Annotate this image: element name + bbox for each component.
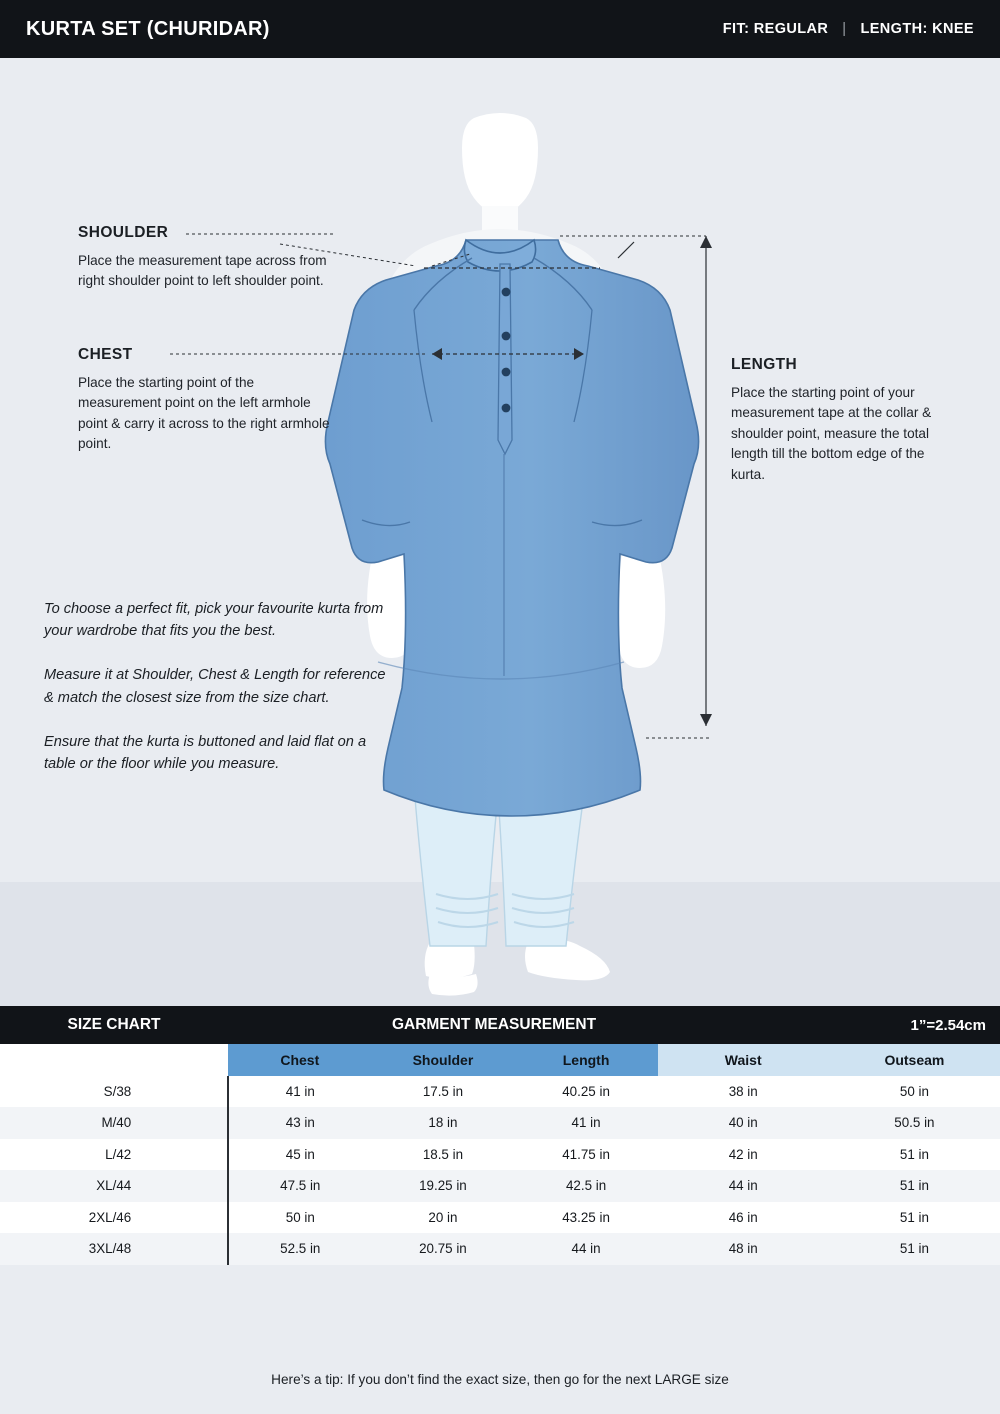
callout-length (731, 356, 961, 485)
table-row (0, 1107, 1000, 1139)
unit-conversion-note: 1”=2.54cm (910, 1016, 986, 1034)
table-row (0, 1170, 1000, 1202)
cell-shoulder: 17.5 in (371, 1076, 514, 1108)
size-chart-table (0, 1044, 1000, 1265)
page-title: KURTA SET (CHURIDAR) (26, 17, 270, 40)
note-item: Measure it at Shoulder, Chest & Length for reference & match the closest size from the size chart. (44, 667, 386, 706)
cell-length: 41.75 in (515, 1139, 658, 1171)
cell-length: 43.25 in (515, 1202, 658, 1234)
cell-outseam: 51 in (829, 1233, 1000, 1265)
size-chart (0, 1006, 1000, 1265)
cell-chest: 50 in (228, 1202, 371, 1234)
callout-length-text: Place the starting point of your measurement tape at the collar & shoulder point, measure the total length till the bottom edge of the kurta. (731, 385, 932, 482)
cell-outseam: 51 in (829, 1170, 1000, 1202)
cell-size: L/42 (0, 1139, 228, 1171)
cell-shoulder: 20.75 in (371, 1233, 514, 1265)
cell-shoulder: 19.25 in (371, 1170, 514, 1202)
header-separator: | (842, 21, 847, 37)
cell-chest: 43 in (228, 1107, 371, 1139)
cell-size: 3XL/48 (0, 1233, 228, 1265)
cell-length: 44 in (515, 1233, 658, 1265)
column-header-shoulder: Shoulder (371, 1044, 514, 1076)
callout-shoulder-text: Place the measurement tape across from right shoulder point to left shoulder point. (78, 253, 327, 289)
callout-shoulder-title: SHOULDER (78, 224, 169, 241)
cell-outseam: 51 in (829, 1139, 1000, 1171)
callout-chest-title: CHEST (78, 346, 133, 363)
table-header-row (0, 1044, 1000, 1076)
measuring-notes (44, 598, 394, 797)
cell-size: M/40 (0, 1107, 228, 1139)
cell-size: XL/44 (0, 1170, 228, 1202)
column-header-size (0, 1044, 228, 1076)
kurta-figure-illustration (0, 58, 1000, 1006)
cell-shoulder: 18 in (371, 1107, 514, 1139)
cell-size: S/38 (0, 1076, 228, 1108)
cell-length: 41 in (515, 1107, 658, 1139)
cell-outseam: 51 in (829, 1202, 1000, 1234)
callout-shoulder (78, 224, 334, 292)
callout-chest (78, 346, 334, 455)
fit-label: FIT: REGULAR (722, 21, 829, 37)
column-header-length: Length (515, 1044, 658, 1076)
cell-shoulder: 18.5 in (371, 1139, 514, 1171)
column-header-outseam: Outseam (829, 1044, 1000, 1076)
cell-waist: 48 in (658, 1233, 829, 1265)
cell-length: 40.25 in (515, 1076, 658, 1108)
cell-chest: 47.5 in (228, 1170, 371, 1202)
note-item: To choose a perfect fit, pick your favourite kurta from your wardrobe that fits you the best. (44, 601, 384, 640)
cell-waist: 46 in (658, 1202, 829, 1234)
callout-chest-text: Place the starting point of the measurement point on the left armhole point & carry it across to the right armhole point. (78, 375, 330, 452)
column-header-waist: Waist (658, 1044, 829, 1076)
table-row (0, 1202, 1000, 1234)
note-item: Ensure that the kurta is buttoned and laid flat on a table or the floor while you measure. (44, 733, 367, 772)
column-header-chest: Chest (228, 1044, 371, 1076)
table-row (0, 1076, 1000, 1108)
cell-chest: 41 in (228, 1076, 371, 1108)
cell-waist: 40 in (658, 1107, 829, 1139)
table-row (0, 1233, 1000, 1265)
cell-chest: 45 in (228, 1139, 371, 1171)
header-meta (723, 21, 974, 37)
cell-chest: 52.5 in (228, 1233, 371, 1265)
garment-measurement-title: GARMENT MEASUREMENT (391, 1016, 597, 1033)
cell-shoulder: 20 in (371, 1202, 514, 1234)
header-bar (0, 0, 1000, 58)
cell-outseam: 50.5 in (829, 1107, 1000, 1139)
size-chart-title: SIZE CHART (67, 1016, 161, 1033)
callout-length-title: LENGTH (731, 356, 798, 373)
cell-waist: 38 in (658, 1076, 829, 1108)
footer-tip: Here’s a tip: If you don’t find the exact size, then go for the next LARGE size (271, 1372, 729, 1387)
cell-waist: 44 in (658, 1170, 829, 1202)
length-label: LENGTH: KNEE (860, 21, 974, 37)
cell-outseam: 50 in (829, 1076, 1000, 1108)
cell-length: 42.5 in (515, 1170, 658, 1202)
size-chart-header (0, 1006, 1000, 1044)
cell-waist: 42 in (658, 1139, 829, 1171)
table-row (0, 1139, 1000, 1171)
cell-size: 2XL/46 (0, 1202, 228, 1234)
